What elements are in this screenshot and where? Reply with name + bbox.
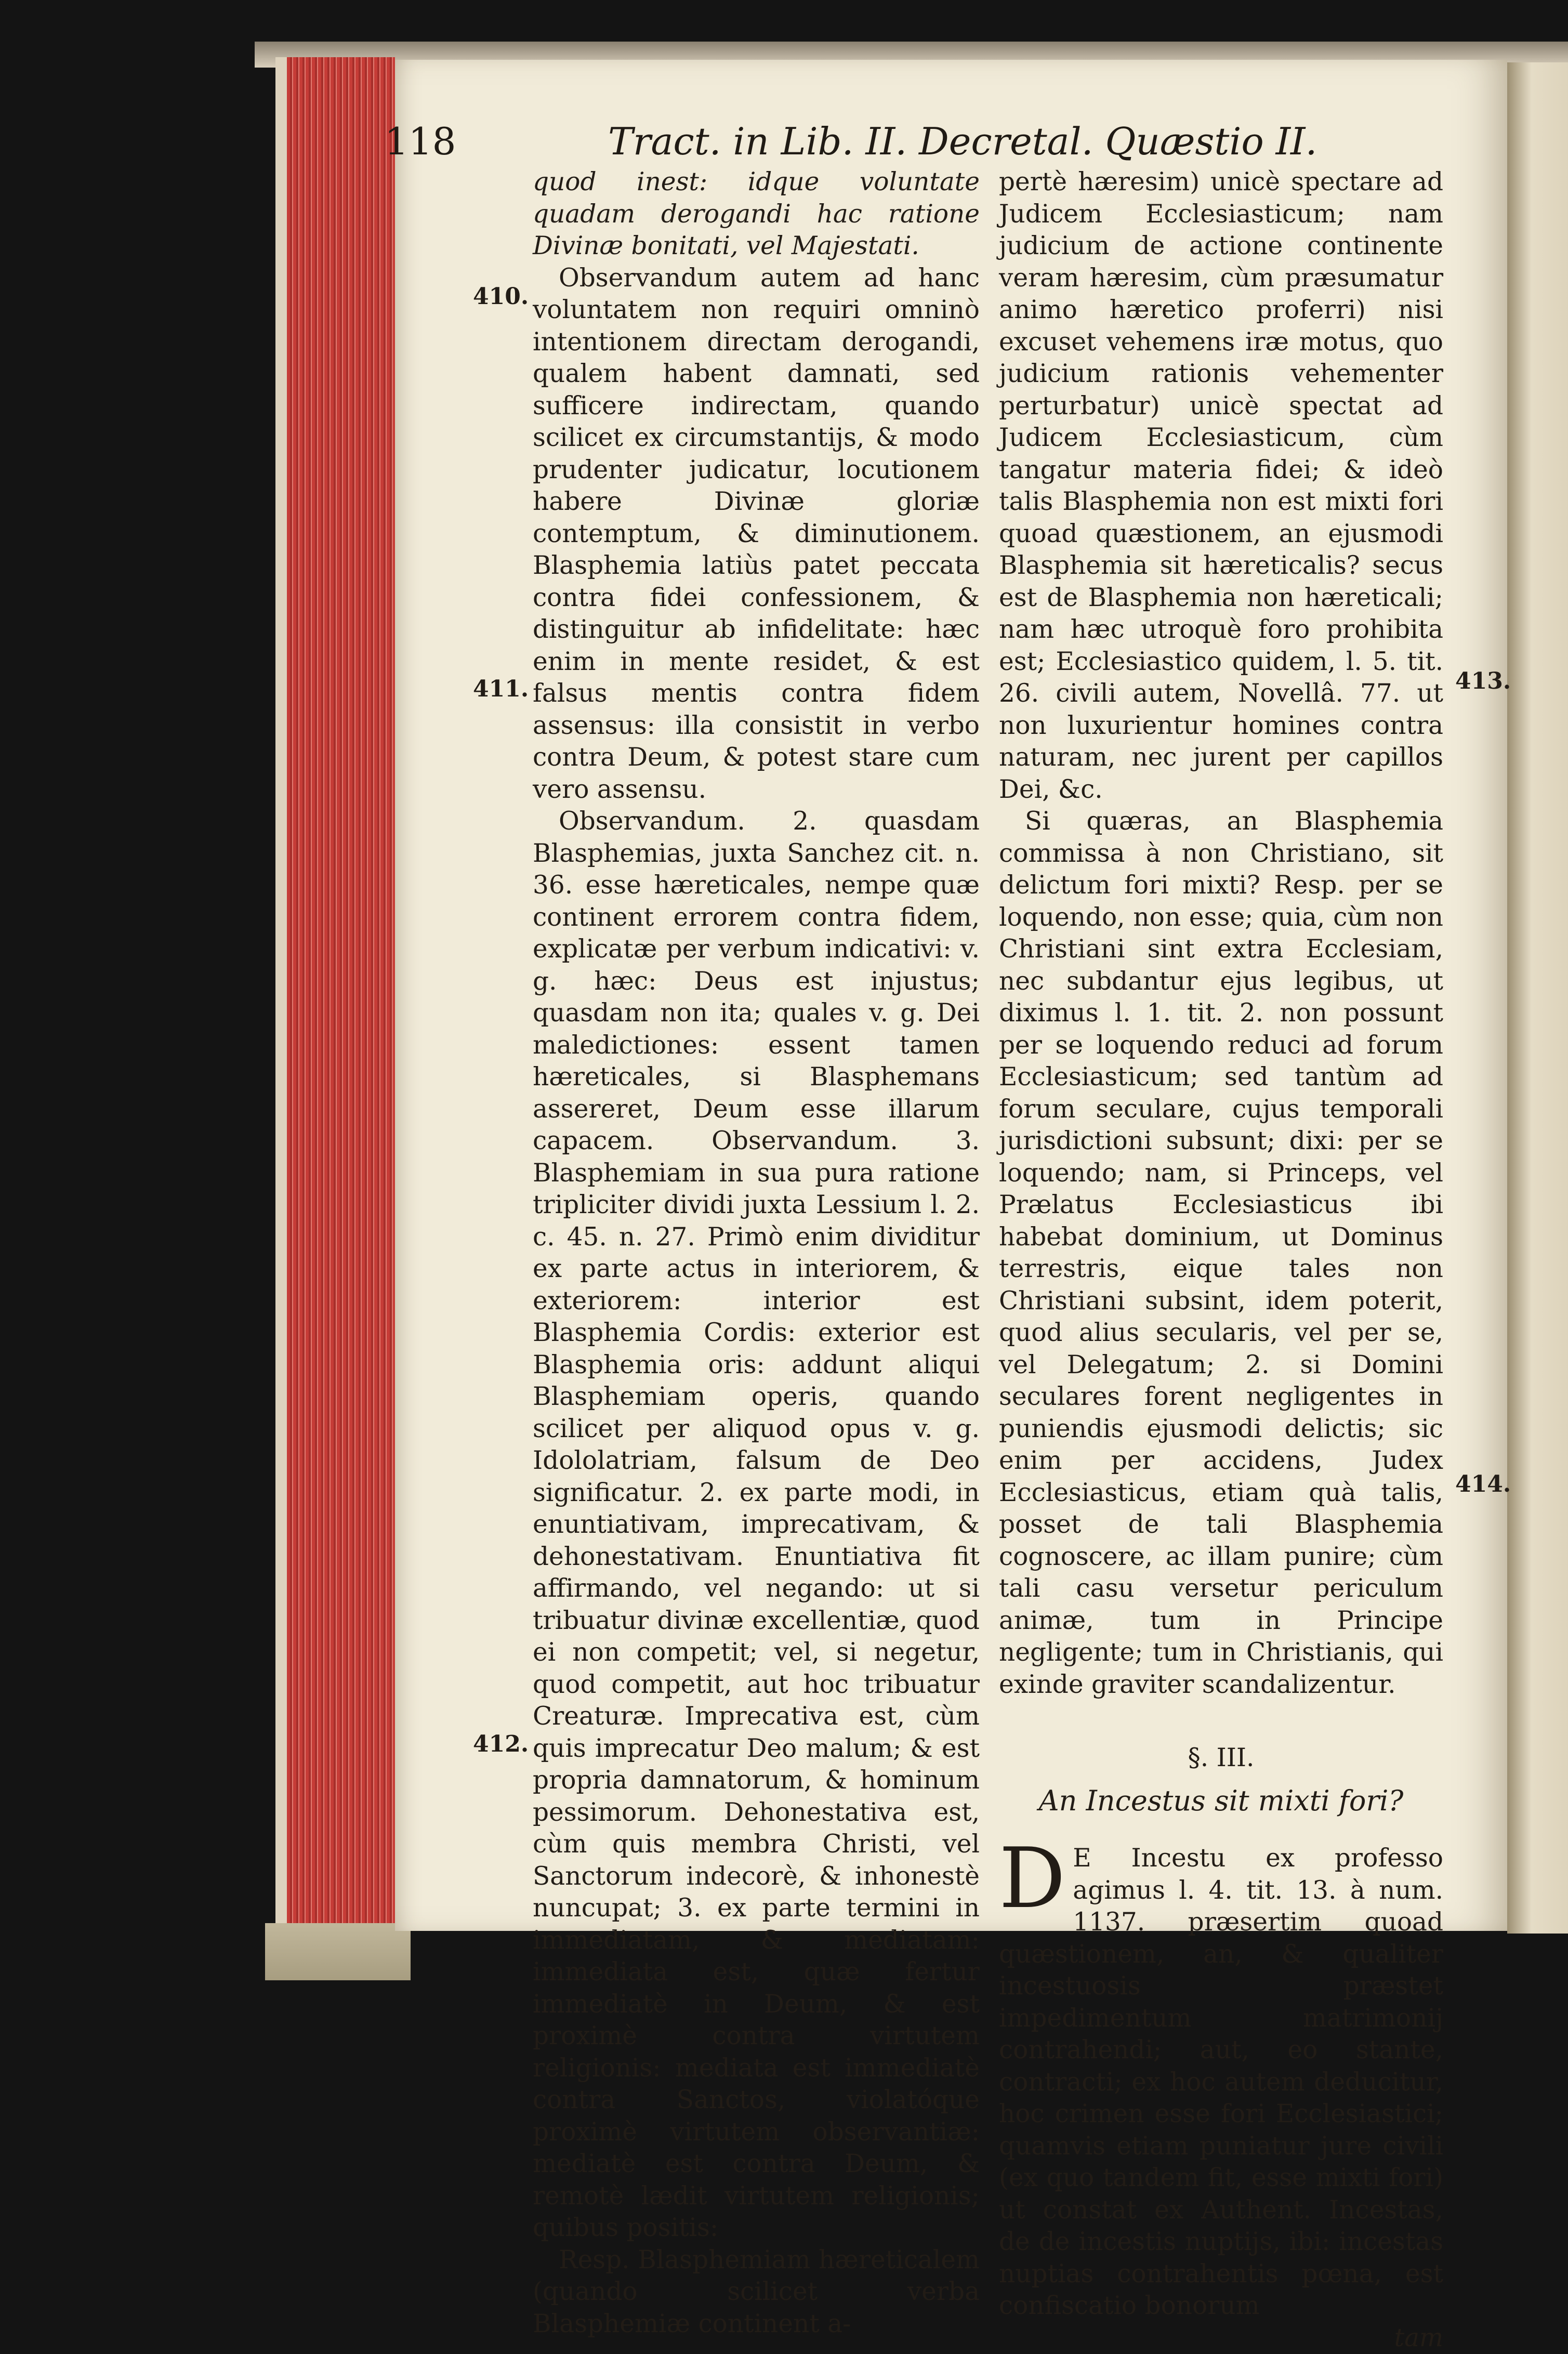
right-paragraph-1: pertè hæresim) unicè spectare ad Judicem Ecclesiasticum; nam judicium de actione continente veram hæresim, cùm præsumatur animo hæretico proferri) nisi excuset vehemens iræ motus, quo judicium rationis vehementer perturbatur) unicè spectat ad Judicem Ecclesiasticum, cùm tangatur materia fidei; & ideò talis Blasphemia non est mixti fori quoad quæstionem, an ejusmodi Blasphemia sit hæreticalis? secus est de Blasphemia non hæreticali; nam hæc utroquè foro prohibita est; Ecclesiastico quidem, l. 5. tit. 26. civili autem, Novellâ. 77. ut non luxurientur homines contra naturam, nec jurent per capillos Dei, &c. [999, 166, 1443, 806]
left-column [533, 166, 980, 2340]
drop-cap: D [999, 1845, 1065, 1912]
margin-number-411: 411. [473, 676, 529, 702]
facing-page-edge [1507, 62, 1568, 1934]
right-paragraph-3-text: E Incestu ex professo agimus l. 4. tit. 13. à num. 1137. præsertim quoad quæstionem, an, & qualiter incestuosis præstet impedimentum matrimonij contrahendi; aut, eo stante, contracti; ex hoc autem deducitur, hoc crimen esse fori Ecclesiastici; quamvis etiam puniatur jure civili (ex quo tandem fit, esse mixti fori) ut constat ex Authent. Incestas, de de incestis nuptijs, ibi: incestas nuptias contrahentis pœna, est confiscatio bonorum [999, 1844, 1443, 2320]
left-paragraph-4: Resp. Blasphemiam hæreticalem (quando scilicet verba Blasphemiæ continent a- [533, 2244, 980, 2340]
right-paragraph-3 [999, 1843, 1443, 2322]
right-column [999, 166, 1443, 2354]
margin-number-412: 412. [473, 1731, 529, 1757]
left-paragraph-1: quod inest: idque voluntate quadam derogandi hac ratione Divinæ bonitati, vel Majestati. [533, 166, 980, 262]
page-header [385, 83, 1206, 161]
catchword: tam [999, 2322, 1443, 2354]
left-paragraph-2: Observandum autem ad hanc voluntatem non requiri omninò intentionem directam derogandi, qualem habent damnati, sed sufficere indirectam, quando scilicet ex circumstantijs, & modo prudenter judicatur, locutionem habere Divinæ gloriæ contemptum, & diminutionem. Blasphemia latiùs patet peccata contra fidei confessionem, & distinguitur ab infidelitate: hæc enim in mente residet, & est falsus mentis contra fidem assensus: illa consistit in verbo contra Deum, & potest stare cum vero assensu. [533, 262, 980, 806]
running-head: Tract. in Lib. II. Decretal. Quæstio II. [608, 120, 1317, 163]
red-fore-edge [275, 57, 395, 1949]
fore-edge-bottom [265, 1923, 411, 1980]
left-paragraph-3: Observandum. 2. quasdam Blasphemias, juxta Sanchez cit. n. 36. esse hæreticales, nempe quæ continent errorem contra fidem, explicatæ per verbum indicativi: v. g. hæc: Deus est injustus; quasdam non ita; quales v. g. Dei maledictiones: essent tamen hæreticales, si Blasphemans assereret, Deum esse illarum capacem. Observandum. 3. Blasphemiam in sua pura ratione tripliciter dividi juxta Lessium l. 2. c. 45. n. 27. Primò enim dividitur ex parte actus in interiorem, & exteriorem: interior est Blasphemia Cordis: exterior est Blasphemia oris: addunt aliqui Blasphemiam operis, quando scilicet per aliquod opus v. g. Idololatriam, falsum de Deo significatur. 2. ex parte modi, in enuntiativam, imprecativam, & dehonestativam. Enuntiativa fit affirmando, vel negando: ut si tribuatur divinæ excellentiæ, quod ei non competit; vel, si negetur, quod competit, aut hoc tribuatur Creaturæ. Imprecativa est, cùm quis imprecatur Deo malum; & est propria damnatorum, & hominum pessimorum. Dehonestativa est, cùm quis membra Christi, vel Sanctorum indecorè, & inhonestè nuncupat; 3. ex parte termini in immediatam, & mediatam: immediata est, quæ fertur immediatè in Deum, & est proximè contra virtutem religionis: mediata est immediatè contra Sanctos, violatóque proximè virtutem observantiæ: mediatè est contra Deum, & remotè lædit virtutem religionis; quibus positis: [533, 806, 980, 2244]
section-title: An Incestus sit mixti fori? [999, 1785, 1443, 1817]
margin-number-410: 410. [473, 283, 529, 310]
page-number: 118 [385, 120, 456, 163]
margin-number-414: 414. [1455, 1471, 1511, 1497]
right-paragraph-2: Si quæras, an Blasphemia commissa à non Christiano, sit delictum fori mixti? Resp. per se loquendo, non esse; quia, cùm non Christiani sint extra Ecclesiam, nec subdantur ejus legibus, ut diximus l. 1. tit. 2. non possunt per se loquendo reduci ad forum Ecclesiasticum; sed tantùm ad forum seculare, cujus temporali jurisdictioni subsunt; dixi: per se loquendo; nam, si Princeps, vel Prælatus Ecclesiasticus ibi habebat dominium, ut Dominus terrestris, eique tales non Christiani subsint, idem poterit, quod alius secularis, vel per se, vel Delegatum; 2. si Domini seculares forent negligentes in puniendis ejusmodi delictis; sic enim per accidens, Judex Ecclesiasticus, etiam quà talis, posset de tali Blasphemia cognoscere, ac illam punire; cùm tali casu versetur periculum animæ, tum in Principe negligente; tum in Christianis, qui exinde graviter scandalizentur. [999, 806, 1443, 1701]
margin-number-413: 413. [1455, 668, 1511, 694]
section-mark: §. III. [999, 1742, 1443, 1774]
